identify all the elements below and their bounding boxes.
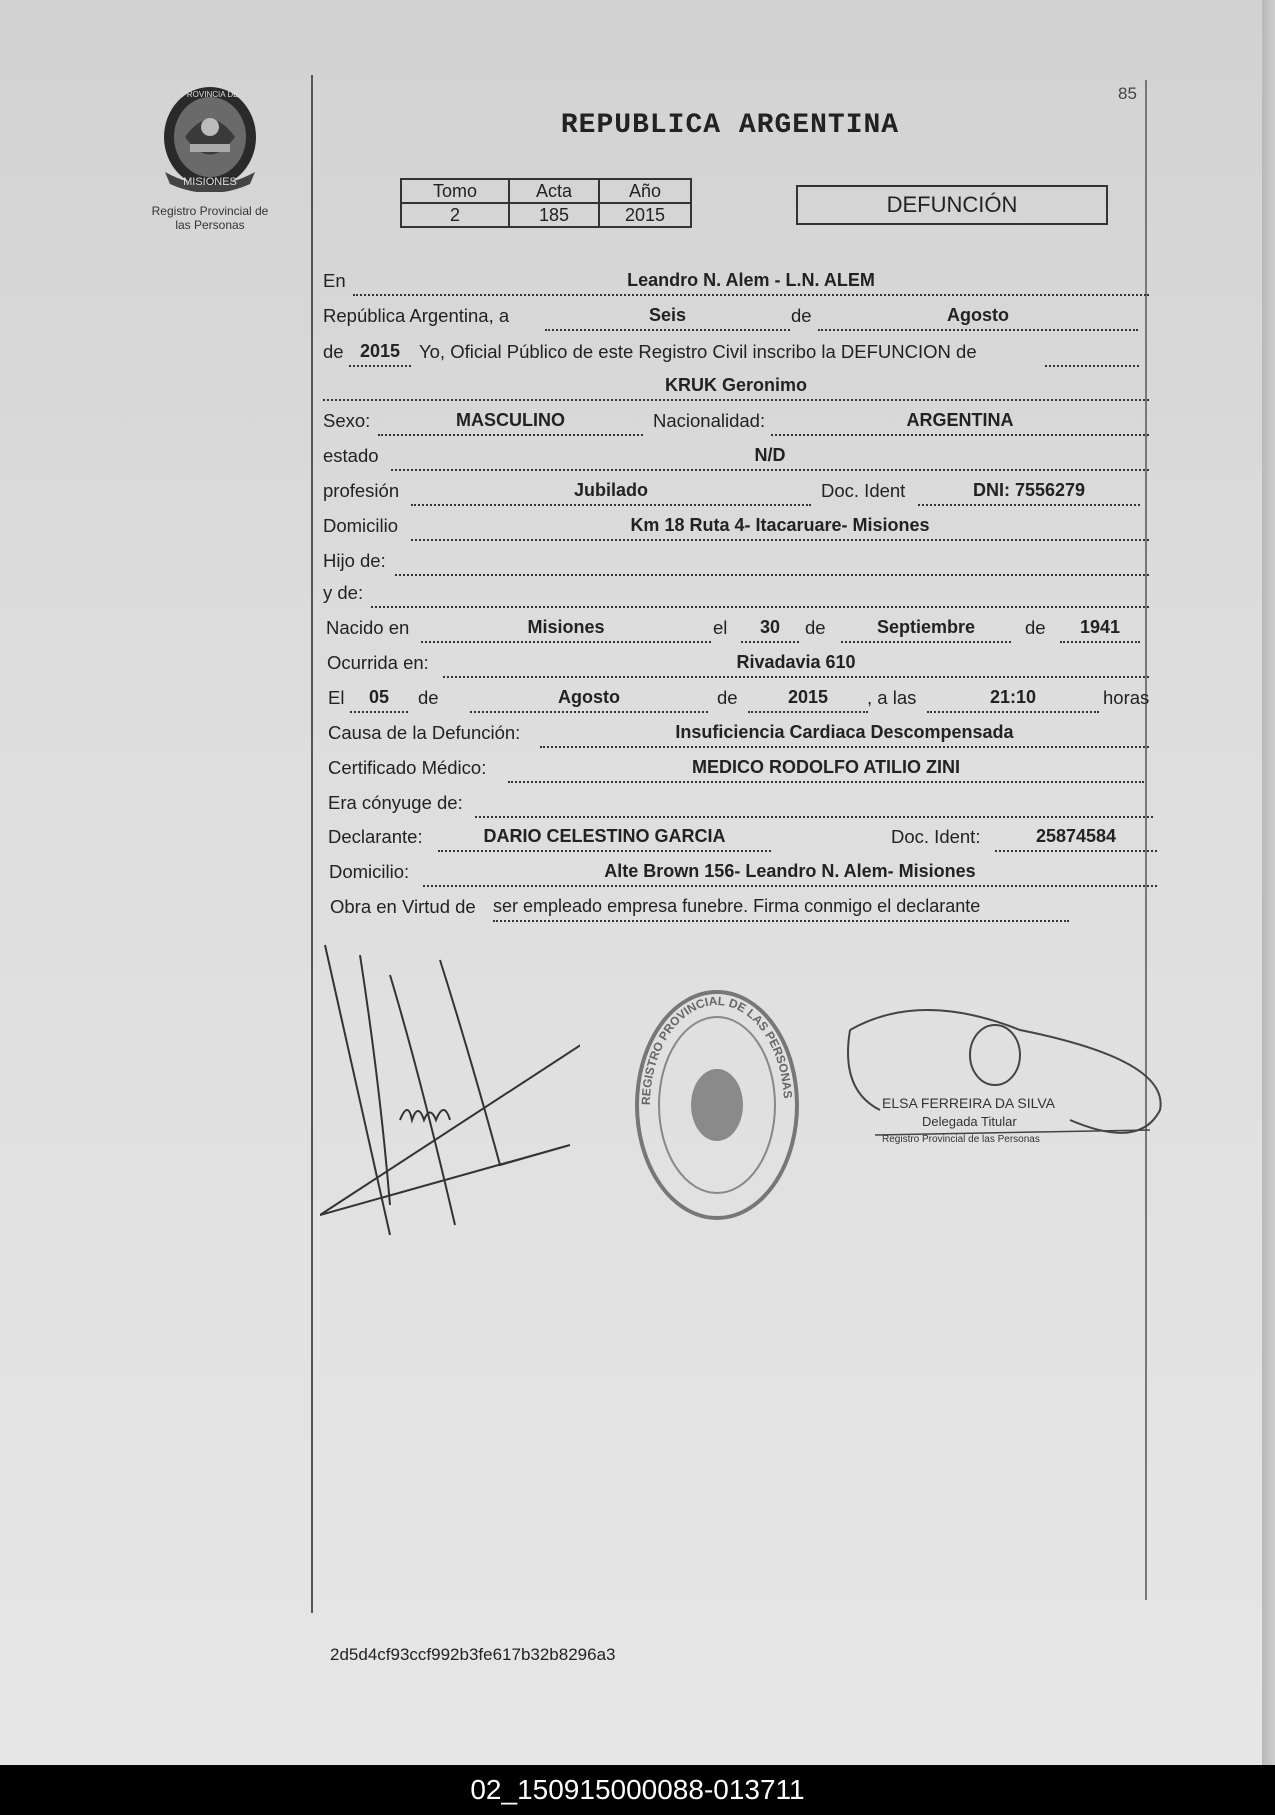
field-mes: Agosto: [818, 305, 1138, 331]
field-nombre: KRUK Geronimo: [323, 375, 1149, 401]
field-causa: Insuficiencia Cardiaca Descompensada: [540, 722, 1149, 748]
label-certificado: Certificado Médico:: [328, 757, 487, 778]
seal-text-bottom: MISIONES: [183, 176, 237, 188]
field-hora: 21:10: [927, 687, 1099, 713]
label-republica: República Argentina, a: [323, 305, 510, 326]
label-de-fall-mes: de: [418, 687, 439, 708]
seal-text-top: PROVINCIA DE: [181, 90, 239, 99]
label-nacionalidad: Nacionalidad:: [653, 410, 766, 431]
label-el: el: [713, 617, 728, 638]
row-y-de: [323, 582, 1149, 610]
field-obra-virtud: ser empleado empresa funebre. Firma conmigo el declarante: [493, 896, 1069, 922]
label-a-las: , a las: [867, 687, 917, 708]
seal-caption-line2: las Personas: [175, 218, 245, 232]
field-certificado: MEDICO RODOLFO ATILIO ZINI: [508, 757, 1144, 783]
label-nacido-en: Nacido en: [326, 617, 410, 638]
round-stamp-text: REGISTRO PROVINCIAL DE LAS PERSONAS: [638, 993, 795, 1106]
seal-caption: [130, 204, 290, 232]
label-conyuge: Era cónyuge de:: [328, 792, 463, 813]
label-declarante: Declarante:: [328, 826, 423, 847]
label-ocurrida-en: Ocurrida en:: [327, 652, 429, 673]
acta-header: Acta: [509, 179, 599, 203]
tomo-value: 2: [401, 203, 509, 227]
row-sexo: [323, 410, 1149, 438]
label-sexo: Sexo:: [323, 410, 371, 431]
row-causa: [323, 722, 1149, 750]
field-domicilio-declarante: Alte Brown 156- Leandro N. Alem- Misiones: [423, 861, 1157, 887]
field-hijo-de: [395, 550, 1149, 576]
row-fallecimiento: [323, 687, 1155, 715]
field-declarante: DARIO CELESTINO GARCIA: [438, 826, 771, 852]
row-obra-virtud: [323, 896, 1157, 924]
field-conyuge: [475, 792, 1153, 818]
field-nac-anio: 1941: [1060, 617, 1140, 643]
official-stamp-icon: [630, 985, 805, 1225]
label-domicilio: Domicilio: [323, 515, 399, 536]
row-conyuge: [323, 792, 1153, 820]
row-lugar: [323, 270, 1149, 298]
field-profesion: Jubilado: [411, 480, 811, 506]
scan-id-bar: 02_150915000088-013711: [0, 1765, 1275, 1815]
label-de-fall-anio: de: [717, 687, 738, 708]
label-de: de: [791, 305, 812, 326]
official-office: Registro Provincial de las Personas: [882, 1134, 1040, 1145]
label-hijo-de: Hijo de:: [323, 550, 386, 571]
province-seal-icon: [155, 82, 265, 192]
field-ocurrida-en: Rivadavia 610: [443, 652, 1149, 678]
row-domicilio: [323, 515, 1149, 543]
document-hash: 2d5d4cf93ccf992b3fe617b32b8296a3: [330, 1645, 616, 1664]
field-doc-declarante: 25874584: [995, 826, 1157, 852]
row-ocurrida: [323, 652, 1149, 680]
label-el-fecha: El: [328, 687, 345, 708]
seal-caption-line1: Registro Provincial de: [151, 204, 269, 218]
official-name: ELSA FERREIRA DA SILVA: [882, 1095, 1055, 1111]
tomo-header: Tomo: [401, 179, 509, 203]
left-margin-line: [311, 75, 313, 1613]
label-obra-virtud: Obra en Virtud de: [330, 896, 476, 917]
field-anio: 2015: [349, 341, 411, 367]
label-de-nac-anio: de: [1025, 617, 1046, 638]
label-estado: estado: [323, 445, 379, 466]
field-blank-trailing: [1045, 341, 1139, 367]
label-y-de: y de:: [323, 582, 364, 603]
label-doc-ident-declarante: Doc. Ident:: [891, 826, 981, 847]
row-nombre: [323, 375, 1149, 403]
field-domicilio: Km 18 Ruta 4- Itacaruare- Misiones: [411, 515, 1149, 541]
field-doc-ident: DNI: 7556279: [918, 480, 1140, 506]
field-nacionalidad: ARGENTINA: [771, 410, 1149, 436]
field-sexo: MASCULINO: [378, 410, 643, 436]
field-nacido-en: Misiones: [421, 617, 711, 643]
field-dia: Seis: [545, 305, 790, 331]
field-fall-mes: Agosto: [470, 687, 708, 713]
row-domicilio-declarante: [323, 861, 1157, 889]
field-lugar: Leandro N. Alem - L.N. ALEM: [353, 270, 1149, 296]
row-profesion: [323, 480, 1149, 508]
country-title: REPUBLICA ARGENTINA: [560, 110, 900, 141]
field-fall-dia: 05: [350, 687, 408, 713]
official-signature-icon: [840, 1000, 1170, 1150]
page-number: 85: [1118, 84, 1137, 103]
official-title: Delegada Titular: [922, 1114, 1017, 1129]
row-hijo-de: [323, 550, 1149, 578]
field-nac-mes: Septiembre: [841, 617, 1011, 643]
label-causa: Causa de la Defunción:: [328, 722, 521, 743]
row-fecha-acta: [323, 305, 1149, 333]
row-anio: [323, 341, 1149, 369]
document-type: DEFUNCIÓN: [796, 185, 1108, 225]
label-yo-oficial: Yo, Oficial Público de este Registro Civil inscribo la DEFUNCION de: [419, 341, 977, 362]
label-profesion: profesión: [323, 480, 400, 501]
field-nac-dia: 30: [741, 617, 799, 643]
label-horas: horas: [1103, 687, 1150, 708]
row-certificado: [323, 757, 1149, 785]
registry-table: [400, 178, 692, 228]
field-y-de: [371, 582, 1149, 608]
anio-header: Año: [599, 179, 691, 203]
label-doc-ident: Doc. Ident: [821, 480, 906, 501]
label-domicilio-declarante: Domicilio:: [329, 861, 410, 882]
field-fall-anio: 2015: [748, 687, 868, 713]
label-en: En: [323, 270, 346, 291]
anio-value: 2015: [599, 203, 691, 227]
row-estado: [323, 445, 1149, 473]
row-declarante: [323, 826, 1157, 854]
acta-value: 185: [509, 203, 599, 227]
row-nacimiento: [323, 617, 1149, 645]
label-de-nac-mes: de: [805, 617, 826, 638]
page-edge: [1262, 0, 1275, 1765]
label-de-anio: de: [323, 341, 344, 362]
field-estado: N/D: [391, 445, 1149, 471]
declarant-signature-icon: [320, 935, 580, 1245]
